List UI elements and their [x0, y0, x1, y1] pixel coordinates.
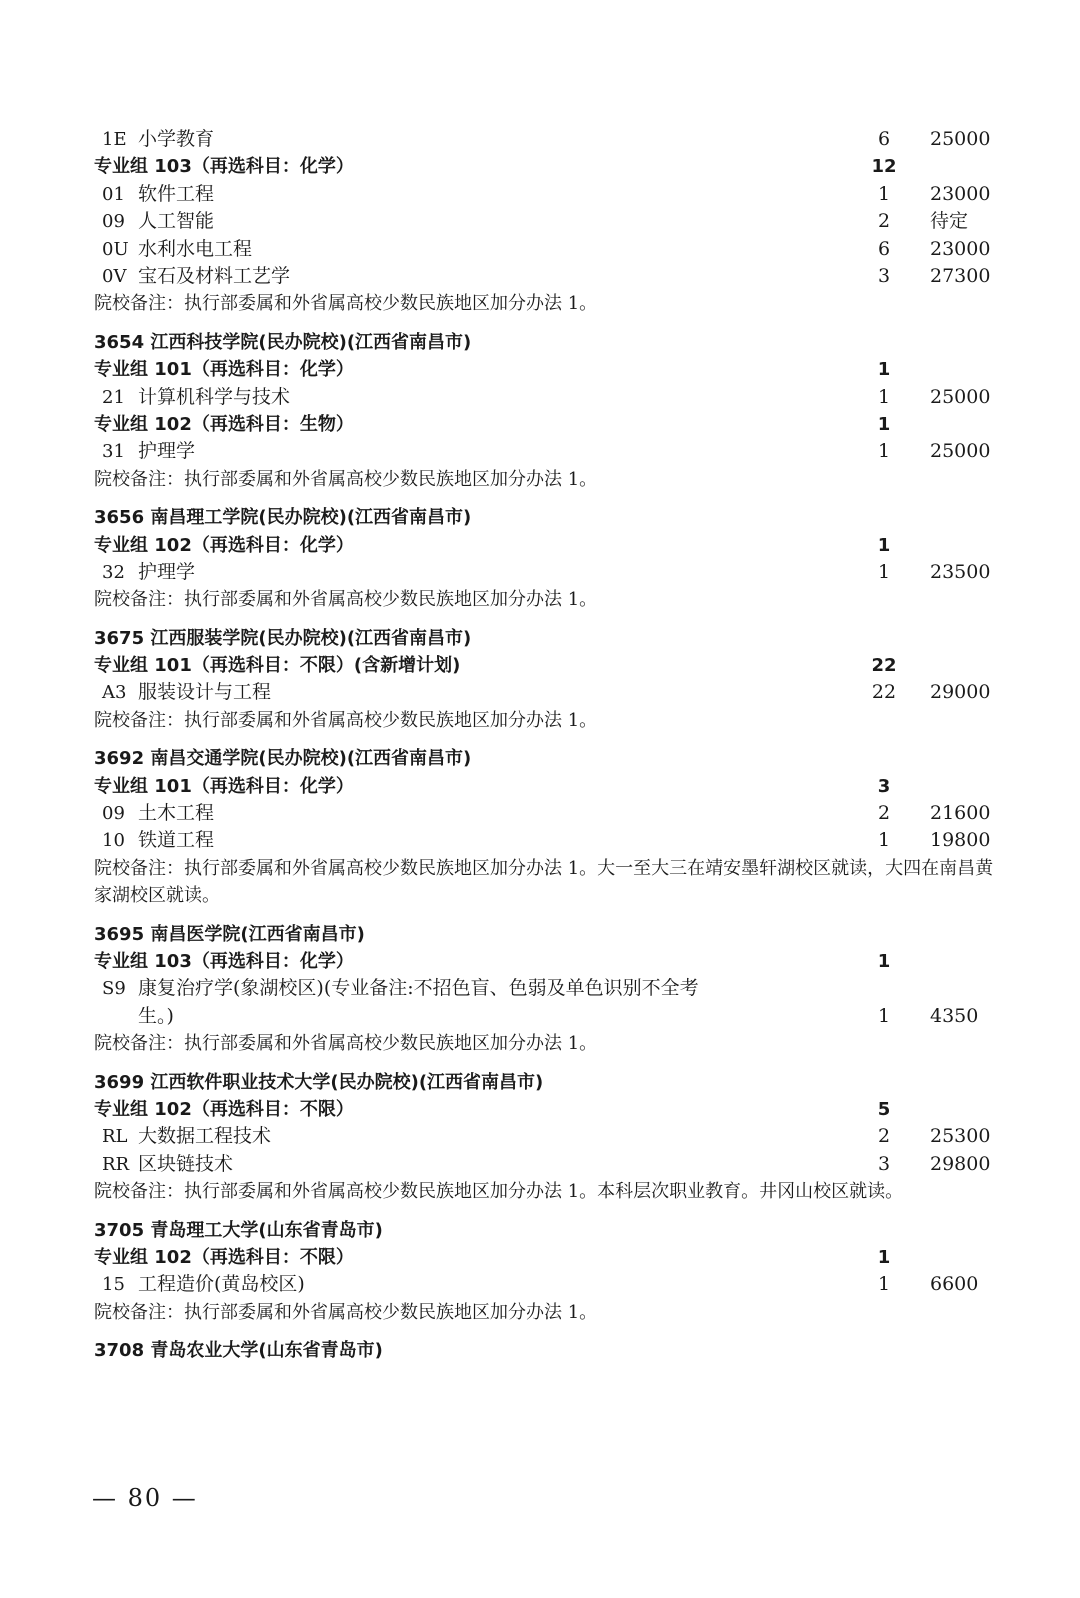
plan-count: 6 [877, 237, 891, 260]
group-label: 专业组 103（再选科目：化学） [94, 951, 354, 973]
major-row [94, 126, 1004, 153]
school-title: 3675 江西服装学院(民办院校)(江西省南昌市) [94, 627, 472, 649]
plan-count: 1 [877, 829, 891, 852]
tuition-fee: 29000 [930, 681, 991, 704]
group-plan-count: 12 [871, 156, 897, 178]
tuition-fee: 27300 [930, 264, 991, 287]
major-code: 09 [102, 211, 125, 233]
major-name: 区块链技术 [138, 1152, 234, 1175]
major-name: 工程造价(黄岛校区) [138, 1273, 305, 1296]
tuition-fee: 待定 [930, 210, 969, 233]
school-title: 3654 江西科技学院(民办院校)(江西省南昌市) [94, 331, 472, 353]
major-name: 康复治疗学(象湖校区)(专业备注:不招色盲、色弱及单色识别不全考 [138, 977, 699, 1000]
major-code: 09 [102, 803, 125, 825]
plan-count: 22 [871, 681, 897, 704]
school-note: 院校备注：执行部委属和外省属高校少数民族地区加分办法 1。本科层次职业教育。井冈山校区就读。 [94, 1181, 904, 1203]
major-code: 01 [102, 183, 125, 205]
tuition-fee: 25000 [930, 440, 991, 463]
school-title: 3656 南昌理工学院(民办院校)(江西省南昌市) [94, 507, 472, 529]
major-row-continuation [94, 1003, 1004, 1030]
major-code: A3 [102, 682, 127, 704]
major-row [94, 263, 1004, 290]
major-row [94, 181, 1004, 208]
major-row [94, 1271, 1004, 1298]
group-label: 专业组 101（再选科目：化学） [94, 359, 354, 381]
group-label: 专业组 102（再选科目：生物） [94, 413, 354, 435]
group-plan-count: 5 [877, 1099, 891, 1120]
major-row [94, 384, 1004, 411]
major-name: 软件工程 [138, 182, 215, 205]
plan-count: 1 [877, 560, 891, 583]
tuition-fee: 25000 [930, 128, 991, 150]
major-row [94, 236, 1004, 263]
major-code: RR [102, 1153, 130, 1175]
tuition-fee: 25000 [930, 385, 991, 408]
major-row [94, 559, 1004, 586]
tuition-fee: 21600 [930, 802, 991, 825]
tuition-fee: 23500 [930, 560, 991, 583]
major-code: 0U [102, 238, 129, 260]
major-name: 铁道工程 [138, 829, 215, 852]
major-group-header [94, 773, 1004, 800]
major-code: 21 [102, 386, 125, 408]
plan-count: 1 [877, 1273, 891, 1296]
group-label: 专业组 103（再选科目：化学） [94, 156, 354, 178]
group-plan-count: 1 [877, 1246, 891, 1268]
plan-count: 6 [877, 128, 891, 150]
tuition-fee: 6600 [930, 1273, 979, 1296]
group-plan-count: 1 [877, 413, 891, 435]
major-name: 小学教育 [138, 128, 215, 150]
school-title: 3705 青岛理工大学(山东省青岛市) [94, 1219, 383, 1241]
major-row [94, 438, 1004, 465]
school-note: 院校备注：执行部委属和外省属高校少数民族地区加分办法 1。 [94, 1301, 598, 1323]
page-number: — 80 — [92, 1484, 198, 1512]
group-label: 专业组 102（再选科目：不限） [94, 1246, 354, 1268]
major-row [94, 1151, 1004, 1178]
plan-count: 3 [877, 264, 891, 287]
group-plan-count: 3 [877, 775, 891, 797]
major-group-header [94, 652, 1004, 679]
major-group-header [94, 532, 1004, 559]
school-note: 院校备注：执行部委属和外省属高校少数民族地区加分办法 1。 [94, 1033, 598, 1055]
school-note: 院校备注：执行部委属和外省属高校少数民族地区加分办法 1。大一至大三在靖安墨轩湖校区就读，大四在南昌黄家湖校区就读。 [94, 857, 994, 907]
school-title: 3692 南昌交通学院(民办院校)(江西省南昌市) [94, 748, 472, 770]
group-plan-count: 1 [877, 534, 891, 556]
major-name-continuation: 生。) [138, 1004, 174, 1027]
major-name: 护理学 [138, 440, 196, 463]
major-name: 人工智能 [138, 210, 215, 233]
major-code: 1E [102, 129, 127, 150]
tuition-fee: 4350 [930, 1004, 979, 1027]
major-row [94, 679, 1004, 706]
group-plan-count: 1 [877, 359, 891, 381]
plan-count: 1 [877, 182, 891, 205]
school-note: 院校备注：执行部委属和外省属高校少数民族地区加分办法 1。 [94, 468, 598, 490]
major-code: 0V [102, 265, 127, 287]
major-row [94, 827, 1004, 854]
plan-count: 1 [877, 440, 891, 463]
school-title: 3708 青岛农业大学(山东省青岛市) [94, 1340, 383, 1362]
group-label: 专业组 101（再选科目：化学） [94, 775, 354, 797]
major-row [94, 208, 1004, 235]
plan-count: 3 [877, 1152, 891, 1175]
major-code: 15 [102, 1274, 125, 1296]
school-note: 院校备注：执行部委属和外省属高校少数民族地区加分办法 1。 [94, 709, 598, 731]
major-group-header [94, 1244, 1004, 1271]
major-group-header [94, 948, 1004, 975]
plan-count: 2 [877, 802, 891, 825]
tuition-fee: 23000 [930, 237, 991, 260]
major-row [94, 800, 1004, 827]
major-name: 水利水电工程 [138, 237, 253, 260]
group-label: 专业组 102（再选科目：化学） [94, 534, 354, 556]
group-plan-count: 22 [871, 655, 897, 677]
major-group-header [94, 153, 1004, 180]
major-code: 32 [102, 561, 125, 583]
tuition-fee: 19800 [930, 829, 991, 852]
major-name: 计算机科学与技术 [138, 385, 291, 408]
group-label: 专业组 102（再选科目：不限） [94, 1099, 354, 1120]
school-note: 院校备注：执行部委属和外省属高校少数民族地区加分办法 1。 [94, 293, 598, 315]
major-name: 土木工程 [138, 802, 215, 825]
plan-count: 2 [877, 1125, 891, 1148]
major-name: 大数据工程技术 [138, 1125, 272, 1148]
school-title: 3695 南昌医学院(江西省南昌市) [94, 923, 365, 945]
tuition-fee: 25300 [930, 1125, 991, 1148]
major-name: 护理学 [138, 560, 196, 583]
school-note: 院校备注：执行部委属和外省属高校少数民族地区加分办法 1。 [94, 589, 598, 611]
group-plan-count: 1 [877, 951, 891, 973]
group-label: 专业组 101（再选科目：不限）(含新增计划) [94, 655, 461, 677]
major-name: 宝石及材料工艺学 [138, 264, 291, 287]
major-group-header [94, 1096, 1004, 1123]
school-title: 3699 江西软件职业技术大学(民办院校)(江西省南昌市) [94, 1071, 544, 1093]
plan-count: 1 [877, 1004, 891, 1027]
major-code: RL [102, 1126, 128, 1148]
plan-count: 1 [877, 385, 891, 408]
major-row [94, 975, 1004, 1002]
tuition-fee: 29800 [930, 1152, 991, 1175]
major-name: 服装设计与工程 [138, 681, 272, 704]
plan-count: 2 [877, 210, 891, 233]
admission-plan-list [94, 126, 1004, 1365]
major-code: S9 [102, 978, 126, 1000]
major-code: 10 [102, 830, 125, 852]
major-group-header [94, 356, 1004, 383]
major-group-header [94, 411, 1004, 438]
major-row [94, 1123, 1004, 1150]
major-code: 31 [102, 441, 125, 463]
tuition-fee: 23000 [930, 182, 991, 205]
